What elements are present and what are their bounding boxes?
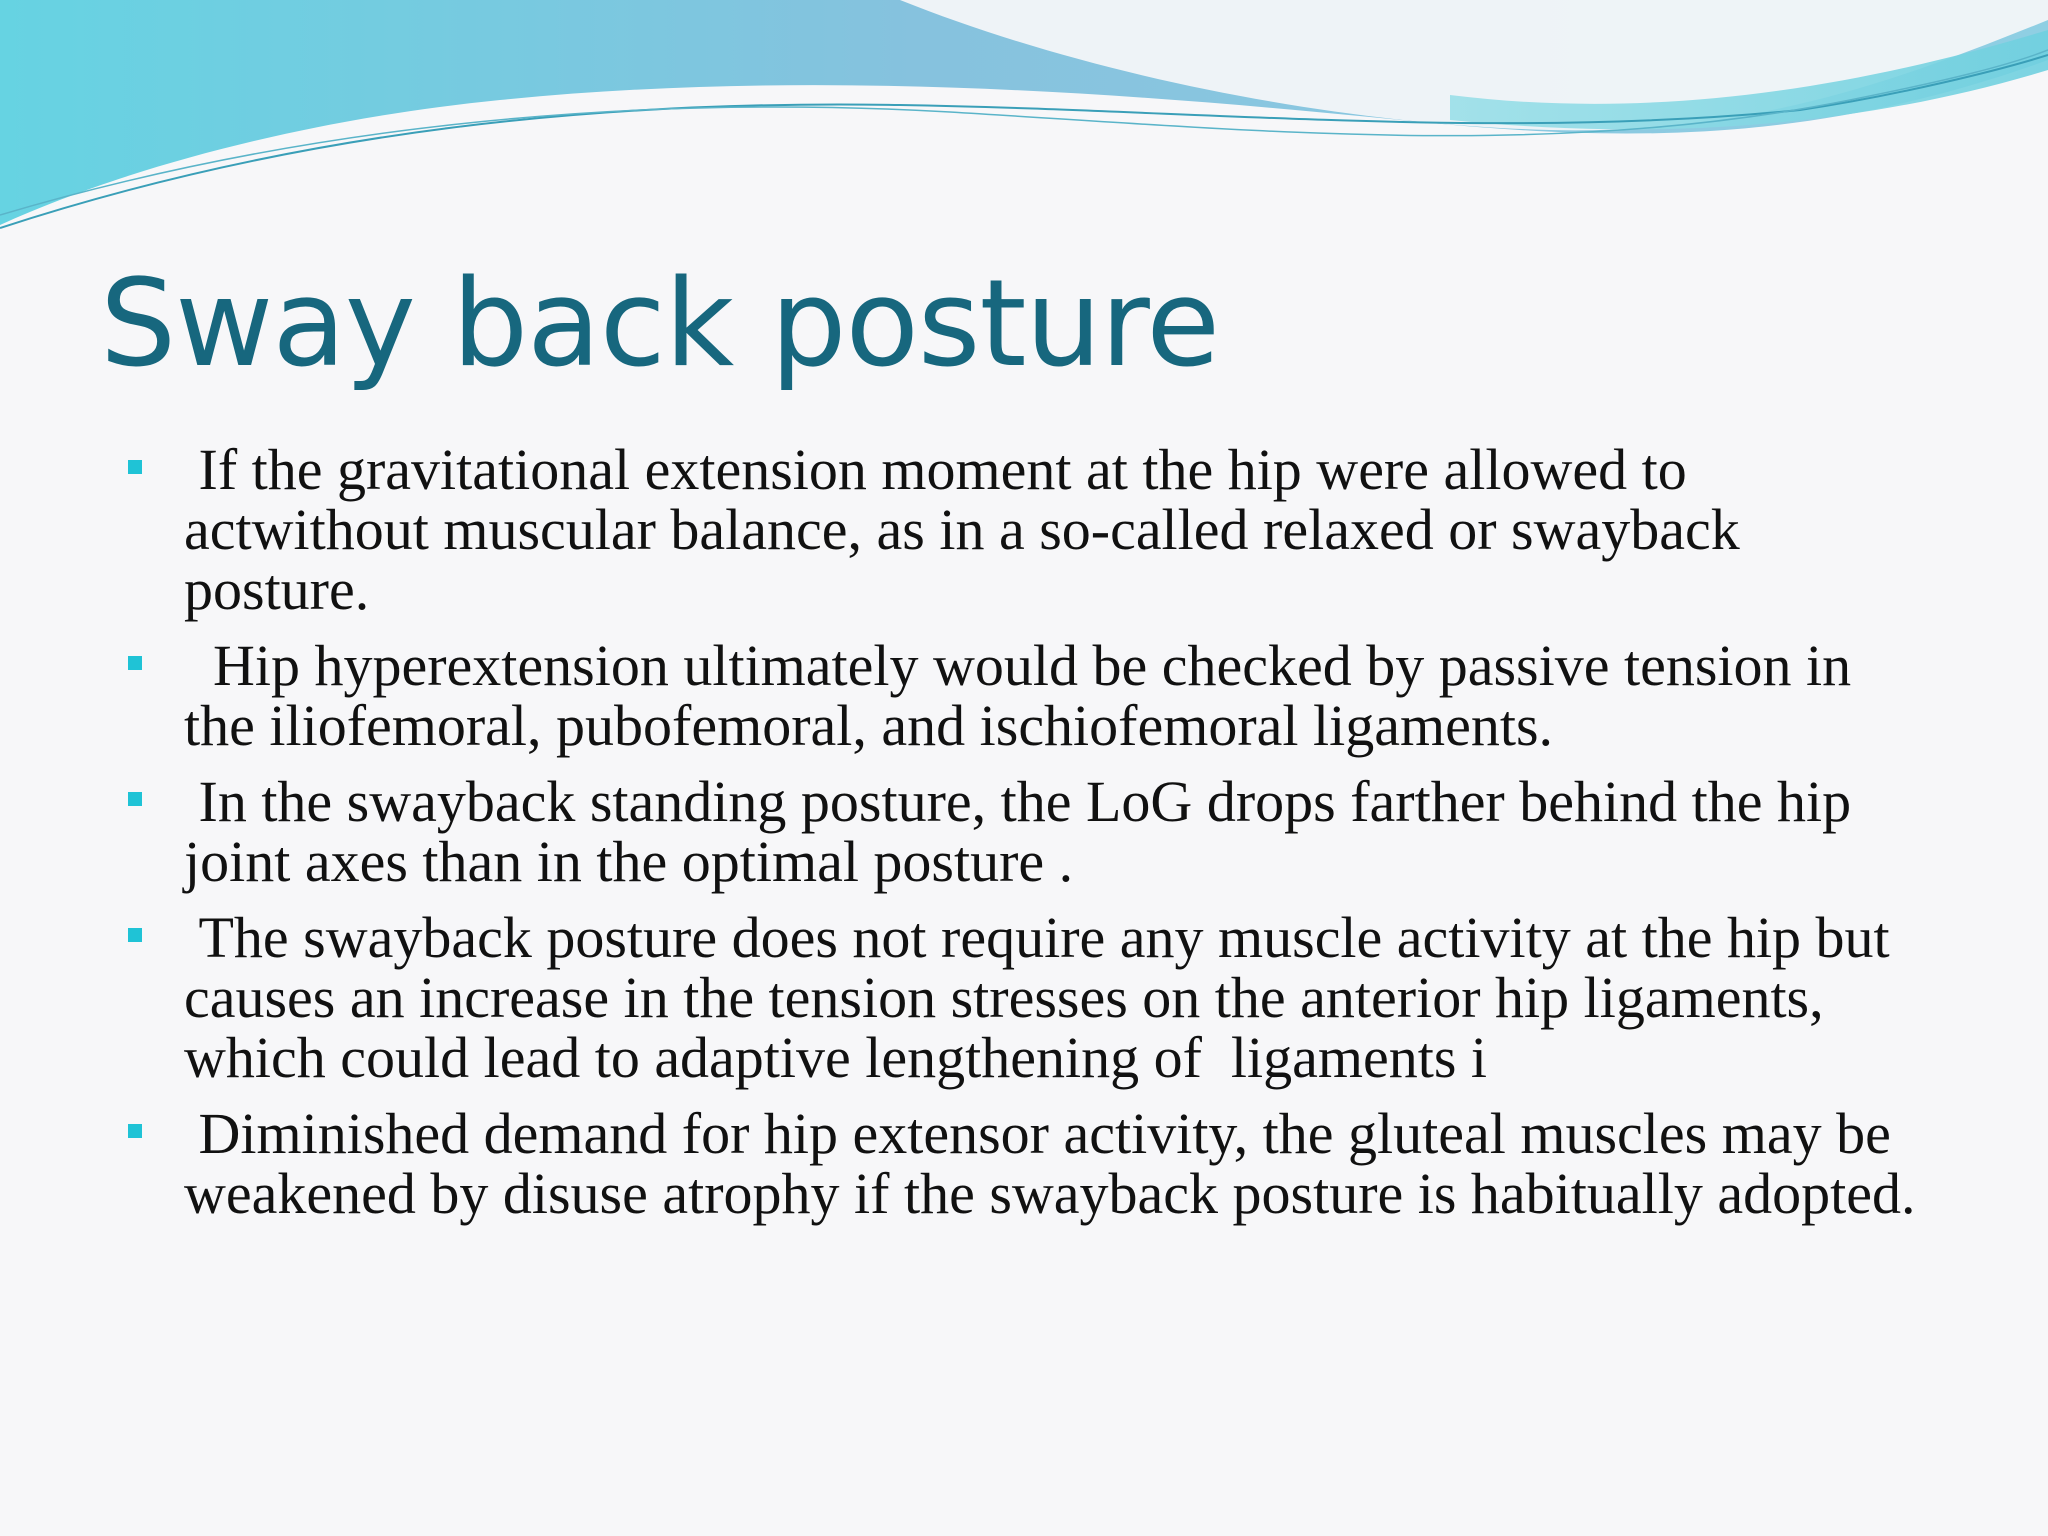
square-bullet-icon (128, 928, 142, 942)
bullet-list (128, 437, 1928, 1240)
header-wave-decoration (0, 0, 2048, 240)
bullet-item (128, 905, 1928, 1090)
square-bullet-icon (128, 792, 142, 806)
slide-title: Sway back posture (100, 255, 1220, 394)
bullet-item (128, 437, 1928, 622)
bullet-text: Diminished demand for hip extensor activity, the gluteal muscles may be weakened by disuse atrophy if the swayback posture is habitually adopted. (184, 1101, 1916, 1226)
bullet-text: Hip hyperextension ultimately would be checked by passive tension in the iliofemoral, pubofemoral, and ischiofemoral ligaments. (184, 633, 1866, 758)
square-bullet-icon (128, 656, 142, 670)
bullet-text: If the gravitational extension moment at the hip were allowed to actwithout muscular balance, as in a so-called relaxed or swayback posture. (184, 437, 1755, 622)
bullet-text: In the swayback standing posture, the LoG drops farther behind the hip joint axes than in the optimal posture . (184, 769, 1866, 894)
bullet-text: The swayback posture does not require any muscle activity at the hip but causes an increase in the tension stresses on the anterior hip ligaments, which could lead to adaptive lengthening of ligaments i (184, 905, 1905, 1090)
bullet-item (128, 1101, 1928, 1226)
bullet-item (128, 769, 1928, 894)
square-bullet-icon (128, 1124, 142, 1138)
bullet-item (128, 633, 1928, 758)
square-bullet-icon (128, 460, 142, 474)
